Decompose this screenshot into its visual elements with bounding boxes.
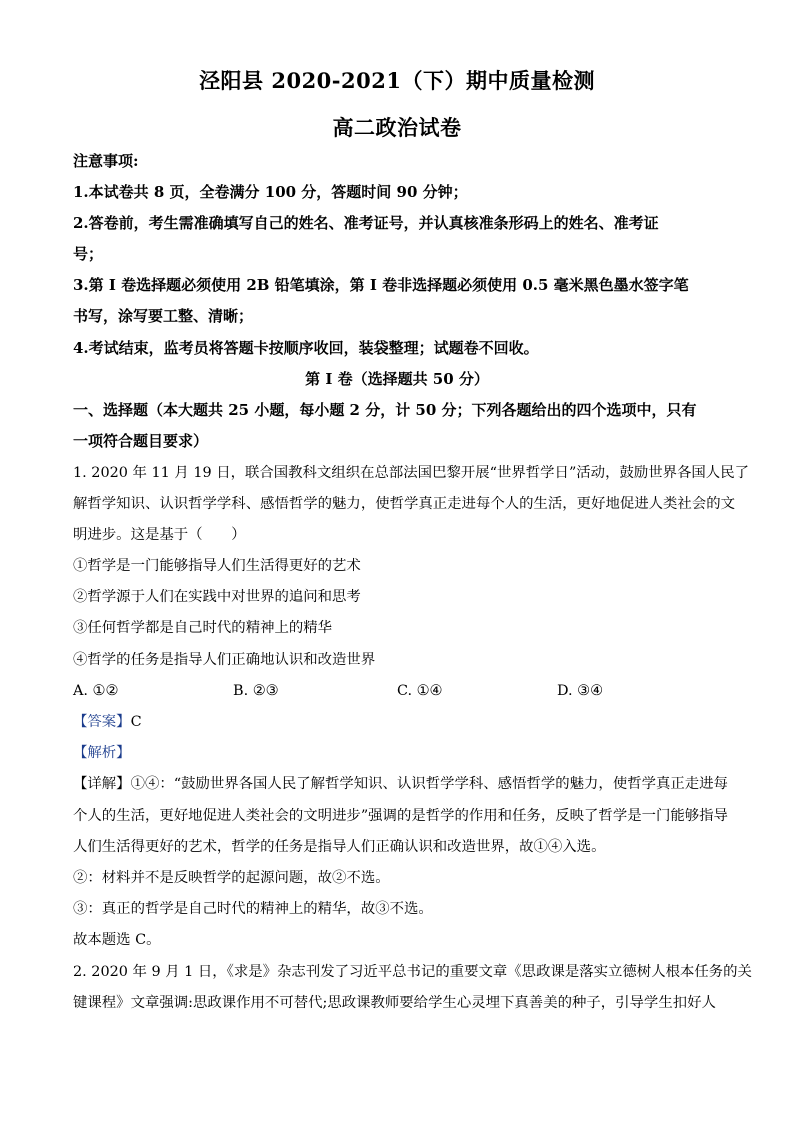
q1-detail-line-4: ②：材料并不是反映哲学的起源问题，故②不选。 bbox=[73, 870, 390, 886]
q1-statement-4: ④哲学的任务是指导人们正确地认识和改造世界 bbox=[73, 652, 376, 668]
q1-stem-line-1: 1. 2020 年 11 月 19 日，联合国教科文组织在总部法国巴黎开展“世界哲学日”活动，鼓励世界各国人民了 bbox=[73, 465, 749, 481]
exam-title: 泾阳县 2020-2021（下）期中质量检测 bbox=[199, 68, 595, 93]
q1-statement-1: ①哲学是一门能够指导人们生活得更好的艺术 bbox=[73, 558, 361, 574]
q1-detail-line-3: 人们生活得更好的艺术，哲学的任务是指导人们正确认识和改造世界，故①④入选。 bbox=[73, 839, 606, 855]
q2-stem-line-2: 键课程》文章强调:思政课作用不可替代;思政课教师要给学生心灵埋下真善美的种子，引导学生扣好人 bbox=[73, 995, 716, 1011]
exam-subtitle: 高二政治试卷 bbox=[332, 115, 462, 140]
notice-item-1: 1.本试卷共 8 页，全卷满分 100 分，答题时间 90 分钟； bbox=[73, 183, 468, 201]
answer-tag: 【答案】 bbox=[73, 714, 131, 730]
notice-item-4: 4.考试结束，监考员将答题卡按顺序收回，装袋整理；试题卷不回收。 bbox=[73, 339, 539, 357]
section-title: 第 I 卷（选择题共 50 分） bbox=[305, 370, 489, 388]
q1-detail-line-1: 【详解】①④：“鼓励世界各国人民了解哲学知识、认识哲学学科、感悟哲学的魅力，使哲学真正走进每 bbox=[73, 776, 728, 792]
q1-option-d: D. ③④ bbox=[557, 683, 603, 699]
q1-stem-line-3: 明进步。这是基于（ ） bbox=[73, 527, 246, 543]
q1-statement-3: ③任何哲学都是自己时代的精神上的精华 bbox=[73, 620, 333, 636]
part-intro-cont: 一项符合题目要求） bbox=[73, 432, 209, 450]
q1-detail-line-6: 故本题选 C。 bbox=[73, 932, 161, 948]
notice-item-2-cont: 号； bbox=[73, 245, 104, 263]
q1-option-a: A. ①② bbox=[73, 683, 119, 699]
analysis-tag: 【解析】 bbox=[73, 745, 131, 761]
notice-header: 注意事项: bbox=[73, 152, 139, 170]
q1-statement-2: ②哲学源于人们在实践中对世界的追问和思考 bbox=[73, 589, 361, 605]
answer-value: C bbox=[130, 714, 142, 730]
notice-item-3-cont: 书写，涂写要工整、清晰； bbox=[73, 307, 254, 325]
notice-item-3: 3.第 I 卷选择题必须使用 2B 铅笔填涂，第 I 卷非选择题必须使用 0.5 毫米黑色墨水签字笔 bbox=[73, 276, 689, 294]
q1-option-b: B. ②③ bbox=[233, 683, 279, 699]
q1-answer bbox=[73, 712, 723, 732]
part-intro: 一、选择题（本大题共 25 小题，每小题 2 分，计 50 分；下列各题给出的四个选项中，只有 bbox=[73, 401, 697, 419]
notice-item-2: 2.答卷前，考生需准确填写自己的姓名、准考证号，并认真核准条形码上的姓名、准考证 bbox=[73, 214, 659, 232]
q1-detail-line-5: ③：真正的哲学是自己时代的精神上的精华，故③不选。 bbox=[73, 901, 433, 917]
q1-option-c: C. ①④ bbox=[397, 683, 443, 699]
q2-stem-line-1: 2. 2020 年 9 月 1 日，《求是》杂志刊发了习近平总书记的重要文章《思政课是落实立德树人根本任务的关 bbox=[73, 964, 752, 980]
q1-detail-line-2: 个人的生活，更好地促进人类社会的文明进步”强调的是哲学的作用和任务，反映了哲学是一门能够指导 bbox=[73, 808, 728, 824]
q1-stem-line-2: 解哲学知识、认识哲学学科、感悟哲学的魅力，使哲学真正走进每个人的生活，更好地促进人类社会的文 bbox=[73, 496, 735, 512]
